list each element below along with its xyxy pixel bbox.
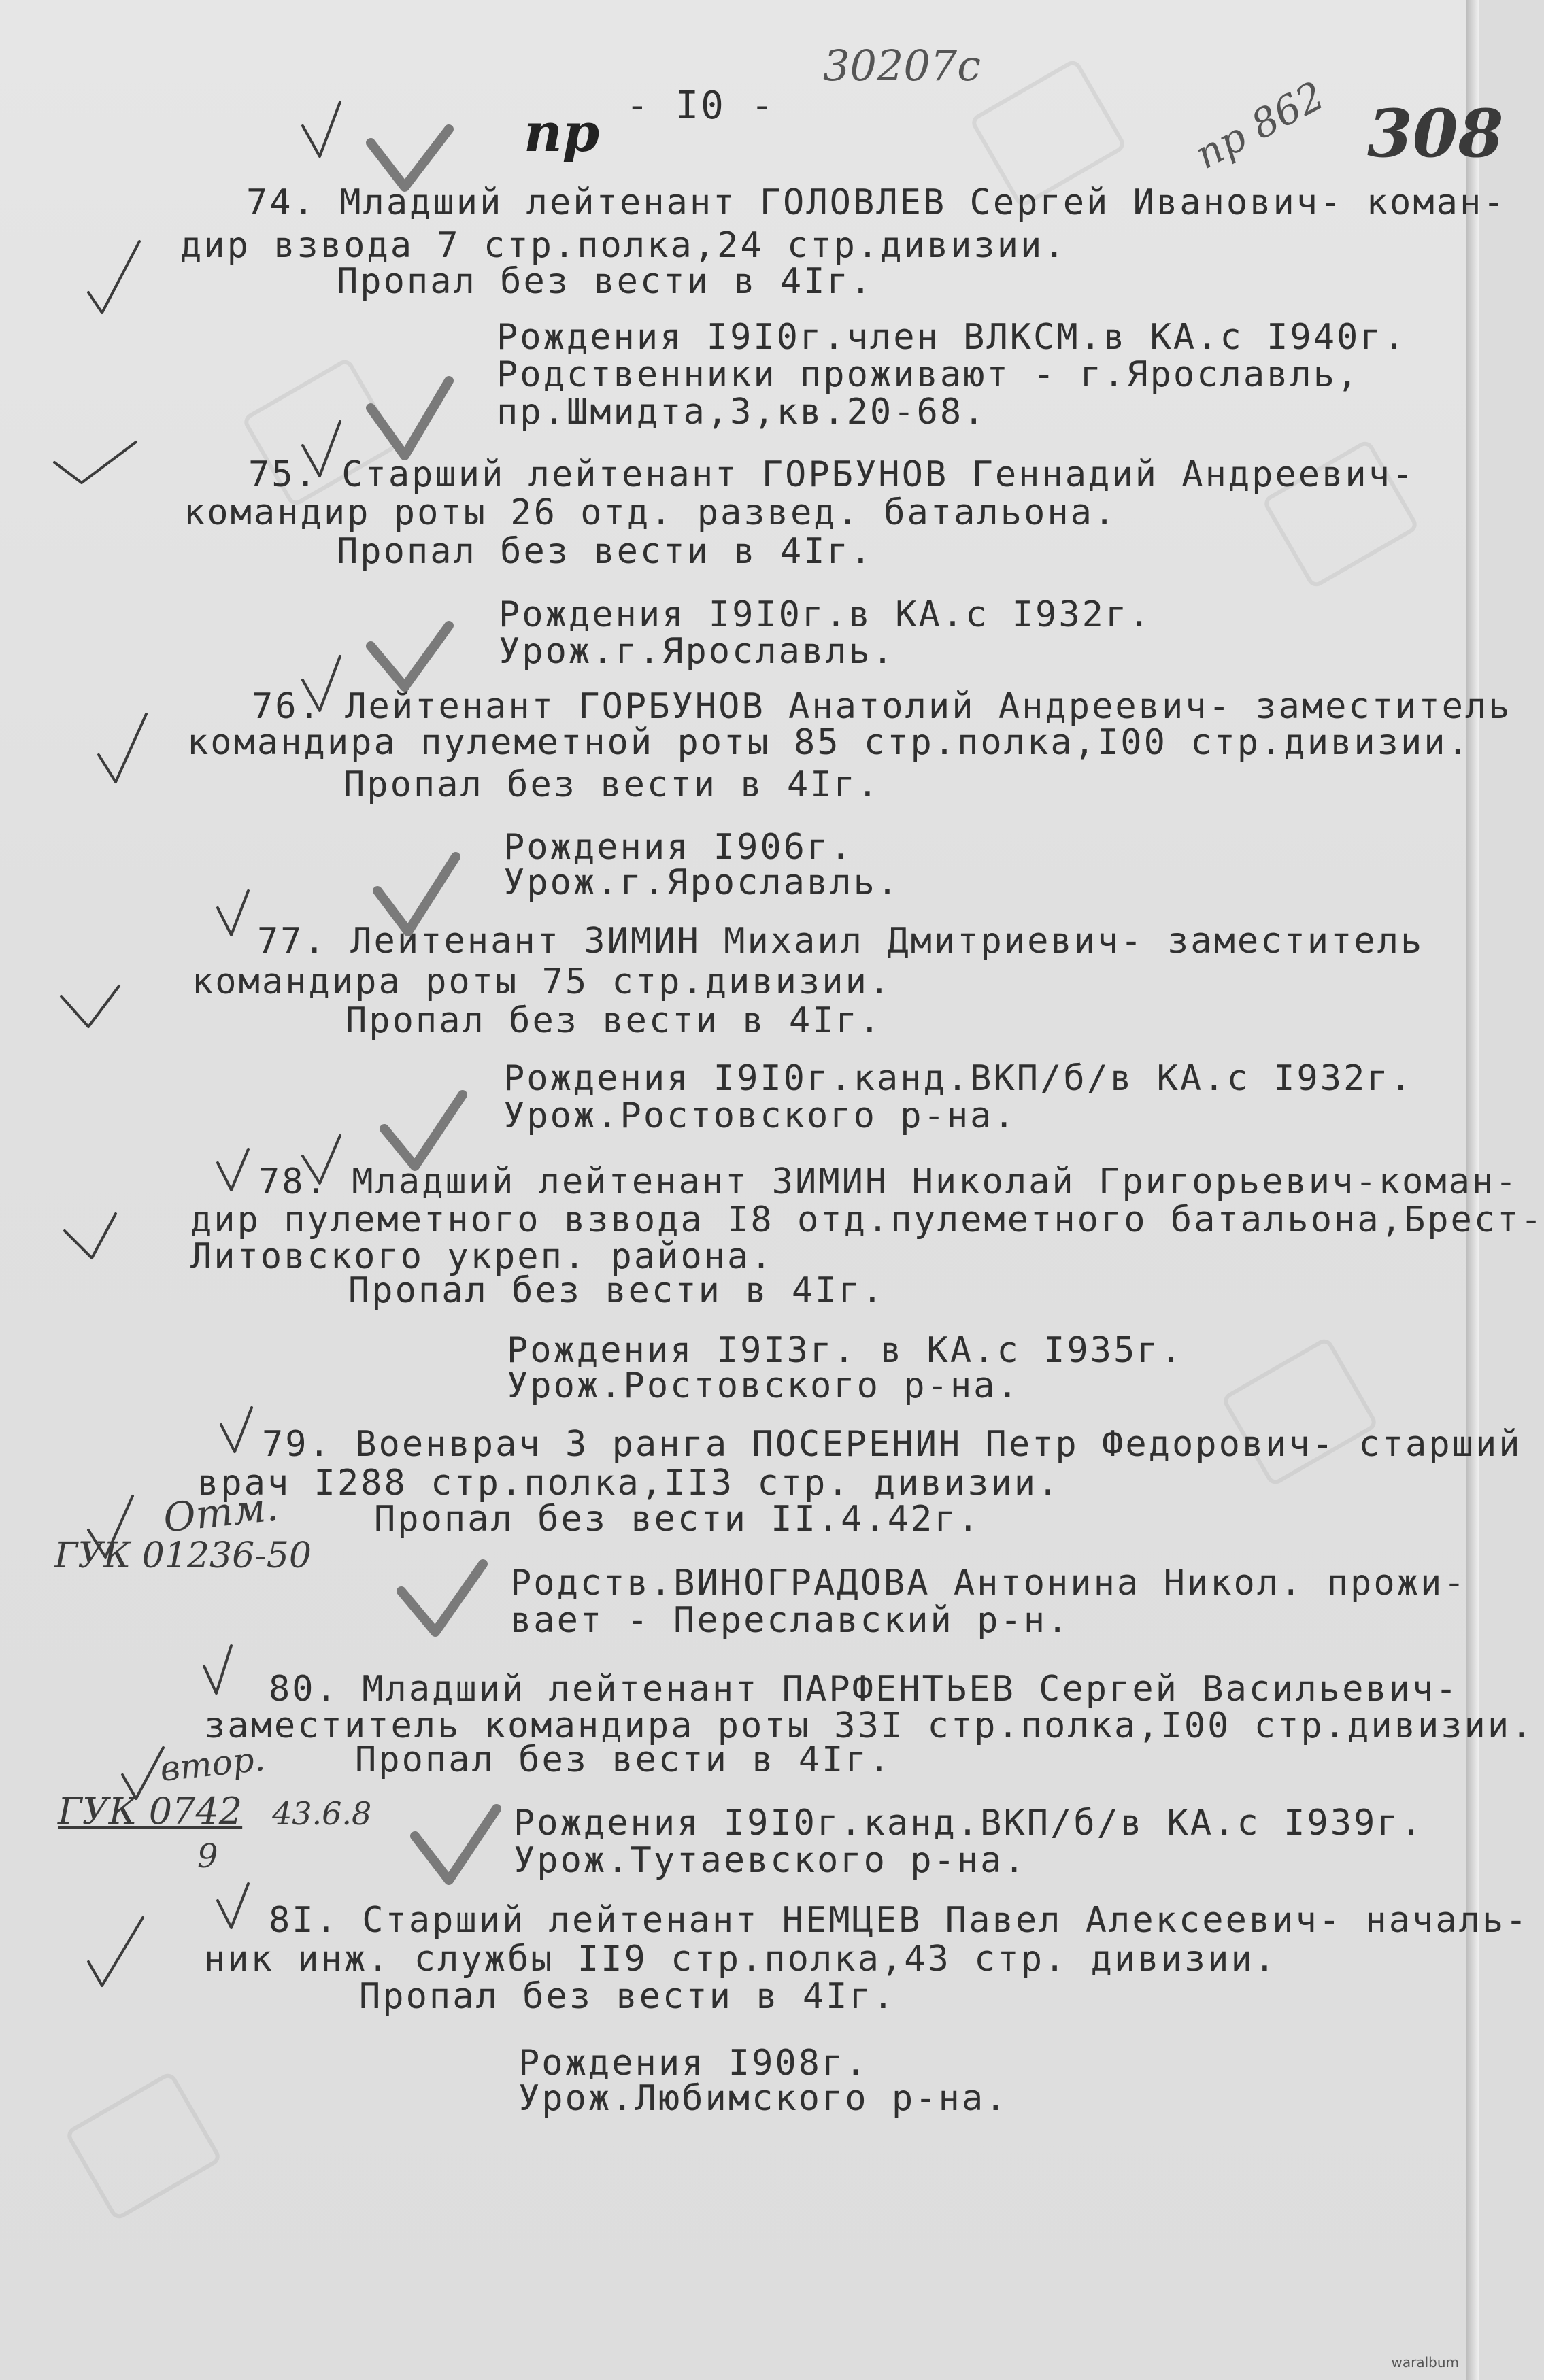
entry-75-info-1: Рождения I9I0г.в КА.с I932г. <box>499 594 1152 635</box>
entry-78-line-3: Литовского укреп. района. <box>190 1236 774 1277</box>
entry-80-info-2: Урож.Тутаевского р-на. <box>514 1840 1027 1881</box>
entry-79-info-1: Родств.ВИНОГРАДОВА Антонина Никол. прожи- <box>510 1563 1467 1603</box>
page-number: - I0 - <box>626 84 776 128</box>
entry-74-line-2: дир взвода 7 стр.полка,24 стр.дивизии. <box>180 225 1067 266</box>
entry-74-info-3: пр.Шмидта,3,кв.20-68. <box>497 392 987 432</box>
entry-81-info-2: Урож.Любимского р-на. <box>518 2078 1009 2119</box>
entry-78-info-1: Рождения I9I3г. в КА.с I935г. <box>507 1330 1184 1371</box>
entry-80-line-2: заместитель командира роты 33I стр.полка,I00 стр.дивизии. <box>204 1705 1534 1746</box>
entry-76-info-2: Урож.г.Ярославль. <box>503 862 901 903</box>
entry-79-line-1: 79. Военврач 3 ранга ПОСЕРЕНИН Петр Федорович- старший <box>262 1424 1522 1465</box>
margin-note-80-guk: ГУК 0742 <box>58 1790 243 1833</box>
margin-note-80-vtor: втор. <box>158 1739 267 1789</box>
handwritten-archive-number: 30207с <box>823 41 981 90</box>
entry-74-line-3: Пропал без вести в 4Iг. <box>337 261 874 302</box>
entry-78-info-2: Урож.Ростовского р-на. <box>507 1365 1020 1406</box>
entry-78-line-1: 78. Младший лейтенант ЗИМИН Николай Григорьевич-коман- <box>258 1161 1519 1202</box>
entry-80-line-3: Пропал без вести в 4Iг. <box>355 1739 892 1780</box>
entry-78-line-4: Пропал без вести в 4Iг. <box>348 1270 886 1311</box>
entry-74-info-1: Рождения I9I0г.член ВЛКСМ.в КА.с I940г. <box>497 317 1407 358</box>
entry-81-line-2: ник инж. службы II9 стр.полка,43 стр. дивизии. <box>204 1939 1278 1979</box>
handwritten-pr-mark: пр <box>524 102 600 164</box>
entry-79-line-2: врач I288 стр.полка,II3 стр. дивизии. <box>197 1463 1061 1503</box>
watermark-site: waralbum <box>1391 2354 1459 2370</box>
entry-80-info-1: Рождения I9I0г.канд.ВКП/б/в КА.с I939г. <box>514 1803 1424 1843</box>
entry-76-info-1: Рождения I906г. <box>503 827 854 868</box>
entry-77-line-1: 77. Лейтенант ЗИМИН Михаил Дмитриевич- заместитель <box>257 921 1424 962</box>
entry-78-line-2: дир пулеметного взвода I8 отд.пулеметного батальона,Брест- <box>190 1200 1544 1240</box>
entry-75-line-3: Пропал без вести в 4Iг. <box>337 531 874 572</box>
margin-note-80-denom: 9 <box>197 1837 218 1875</box>
entry-81-line-1: 8I. Старший лейтенант НЕМЦЕВ Павел Алексеевич- началь- <box>269 1900 1529 1941</box>
entry-79-info-2: вает - Переславский р-н. <box>510 1600 1071 1641</box>
entry-76-line-1: 76. Лейтенант ГОРБУНОВ Анатолий Андреевич- заместитель <box>252 686 1512 727</box>
entry-75-info-2: Урож.г.Ярославль. <box>499 631 896 672</box>
entry-77-info-2: Урож.Ростовского р-на. <box>503 1095 1017 1136</box>
entry-76-line-3: Пропал без вести в 4Iг. <box>343 764 881 805</box>
entry-77-line-2: командира роты 75 стр.дивизии. <box>192 962 892 1002</box>
entry-75-line-2: командир роты 26 отд. развед. батальона. <box>184 492 1118 533</box>
margin-note-79-otm: Отм. <box>161 1483 281 1542</box>
margin-note-80-date: 43.6.8 <box>272 1795 372 1832</box>
entry-75-line-1: 75. Старший лейтенант ГОРБУНОВ Геннадий Андреевич- <box>248 454 1415 495</box>
entry-81-line-3: Пропал без вести в 4Iг. <box>359 1976 896 2017</box>
entry-77-info-1: Рождения I9I0г.канд.ВКП/б/в КА.с I932г. <box>503 1058 1413 1099</box>
handwritten-pr-note: пр 862 <box>1187 72 1332 178</box>
entry-80-line-1: 80. Младший лейтенант ПАРФЕНТЬЕВ Сергей Васильевич- <box>269 1669 1459 1710</box>
margin-note-79-guk: ГУК 01236-50 <box>54 1535 312 1576</box>
entry-74-line-1: 74. Младший лейтенант ГОЛОВЛЕВ Сергей Иванович- коман- <box>246 182 1507 223</box>
entry-76-line-2: командира пулеметной роты 85 стр.полка,I00 стр.дивизии. <box>187 722 1471 763</box>
entry-81-info-1: Рождения I908г. <box>518 2043 869 2084</box>
handwritten-sheet-number: 308 <box>1367 95 1504 172</box>
entry-79-line-3: Пропал без вести II.4.42г. <box>374 1499 981 1540</box>
entry-74-info-2: Родственники проживают - г.Ярославль, <box>497 354 1360 395</box>
entry-77-line-3: Пропал без вести в 4Iг. <box>346 1000 883 1041</box>
